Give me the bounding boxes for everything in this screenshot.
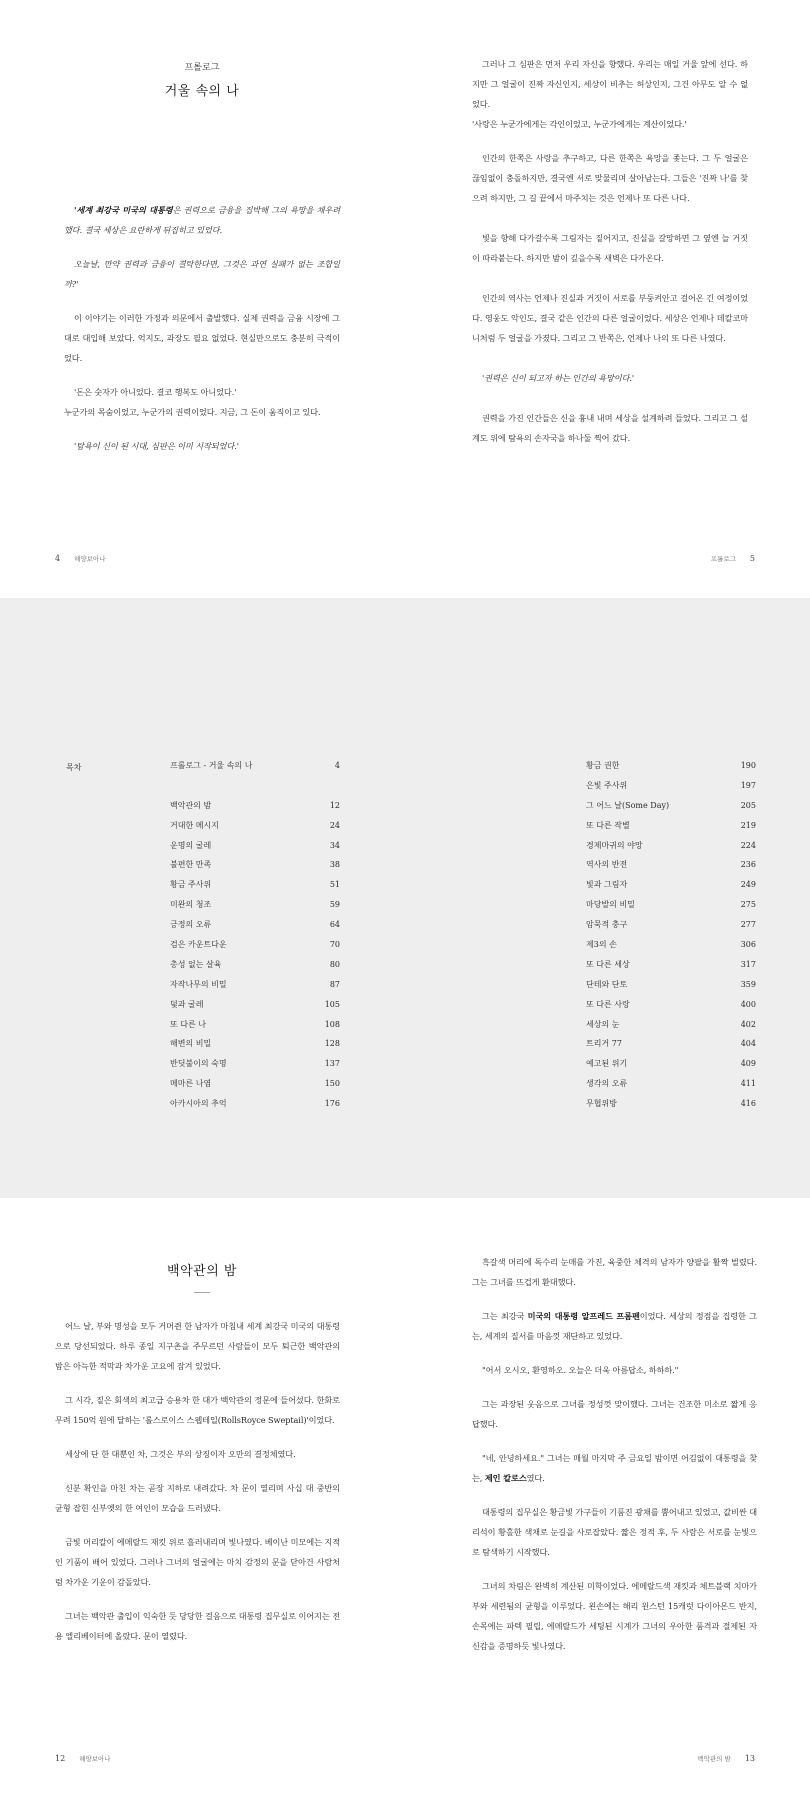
- toc-title: 불편한 만족: [170, 860, 212, 870]
- toc-row[interactable]: [170, 855, 340, 875]
- paragraph: 권력을 가진 인간들은 신을 흉내 내며 세상을 설계하려 들었다. 그리고 그 설계도 위에 탐욕의 손자국을 하나둘 찍어 갔다.: [472, 413, 748, 443]
- paragraph: [64, 200, 340, 240]
- paragraph: 그녀는 백악관 출입이 익숙한 듯 당당한 걸음으로 대통령 집무실로 이어지는 전용 엘리베이터에 올랐다. 문이 열렸다.: [55, 1611, 340, 1641]
- toc-row[interactable]: [170, 1034, 340, 1054]
- toc-page: 150: [324, 1079, 340, 1089]
- running-head: 프롤로그: [710, 555, 736, 563]
- toc-title: 미완의 청조: [170, 900, 212, 910]
- running-head: 해양보아나: [79, 1755, 111, 1763]
- toc-row[interactable]: [170, 836, 340, 856]
- title-rule: [194, 1292, 210, 1293]
- toc-row[interactable]: [586, 1054, 756, 1074]
- toc-page: 59: [329, 900, 340, 910]
- toc-title: 황금 권한: [586, 761, 620, 770]
- toc-row[interactable]: [170, 1054, 340, 1074]
- left-page-body: [64, 200, 340, 470]
- toc-row[interactable]: [586, 756, 756, 776]
- toc-row[interactable]: [586, 915, 756, 935]
- toc-page: 317: [740, 959, 756, 969]
- toc-row[interactable]: [586, 855, 756, 875]
- paragraph: 그 시각, 짙은 회색의 최고급 승용차 한 대가 백악관의 정문에 들어섰다. 한화로 무려 150억 원에 달하는 '롤스로이스 스웹테일(RollsRoyce Sweptail)'이었다.: [55, 1395, 340, 1425]
- toc-row[interactable]: [586, 836, 756, 856]
- toc-page: 105: [324, 999, 340, 1009]
- chapter-label: 프롤로그: [184, 63, 220, 73]
- toc-title: 긍정의 오류: [170, 920, 212, 930]
- paragraph: 인간의 한쪽은 사랑을 추구하고, 다른 한쪽은 욕망을 좇는다. 그 두 얼굴은 끊임없이 충돌하지만, 결국엔 서로 맞물리며 살아남는다. 그들은 '진짜 나'를 찾으려 하지만, 그 길 끝에서 마주치는 것은 언제나 또 다른 나다.: [472, 153, 748, 203]
- toc-row[interactable]: [586, 875, 756, 895]
- toc-title: 역사의 반전: [586, 860, 628, 870]
- toc-title: 암묵적 충구: [586, 920, 628, 930]
- right-folio: [683, 1754, 755, 1763]
- toc-row[interactable]: [170, 875, 340, 895]
- right-page-body: [472, 1252, 757, 1670]
- paragraph: 오늘날, 만약 권력과 금융이 결탁한다면, 그것은 과연 실패가 없는 조합일까?': [64, 259, 340, 289]
- paragraph-text: "네, 안녕하세요." 그녀는 매월 마지막 주 금요일 밤이면 어김없이 대통령을 찾는,: [472, 1453, 757, 1483]
- paragraph: 그녀의 차림은 완벽히 계산된 미학이었다. 에메랄드색 재킷과 체트블랙 치마가 부와 세련됨의 균형을 이루었다. 왼손에는 해리 윈스턴 15캐럿 다이아몬드 반지, 손목에는 파텍 필립, 에메랄드가 세팅된 시계가 그녀의 우아한 품격과 절제된 자신감을 증명하듯 빛나였다.: [472, 1581, 757, 1651]
- toc-page: 108: [324, 1019, 340, 1029]
- toc-title: 마당발의 비밀: [586, 900, 635, 910]
- toc-page: 411: [740, 1079, 756, 1089]
- toc-spread: [0, 598, 810, 1198]
- toc-title: 예고된 위기: [586, 1059, 628, 1069]
- toc-title: 메마른 나염: [170, 1079, 212, 1089]
- toc-title: 자작나무의 비밀: [170, 979, 227, 989]
- toc-title: 제3의 손: [586, 940, 617, 950]
- toc-title: 또 다른 세상: [586, 959, 630, 969]
- paragraph: 그러나 그 심판은 먼저 우리 자신을 향했다. 우리는 매일 거울 앞에 선다. 하지만 그 얼굴이 진짜 자신인지, 세상이 비추는 허상인지, 그건 아무도 알 수 없었다. '사랑은 누군가에게는 각인이었고, 누군가에게는 계산이었다.': [472, 59, 748, 129]
- toc-title: 백악관의 밤: [170, 800, 212, 810]
- toc-title: 총성 없는 살육: [170, 959, 222, 969]
- toc-page: 277: [740, 920, 756, 930]
- toc-title: 거대한 메시지: [170, 820, 219, 830]
- toc-row[interactable]: [170, 935, 340, 955]
- toc-page: 224: [740, 840, 756, 850]
- toc-page: 197: [740, 780, 756, 790]
- toc-title: 무협위방: [586, 1099, 617, 1109]
- toc-page: 70: [329, 940, 340, 950]
- toc-page: 24: [329, 820, 340, 830]
- toc-row[interactable]: [170, 955, 340, 975]
- toc-page: 249: [740, 880, 756, 890]
- left-page-body: [55, 1316, 340, 1660]
- toc-row[interactable]: [586, 895, 756, 915]
- paragraph: "어서 오시오, 환영하오. 오늘은 더욱 아름답소, 하하하.": [482, 1365, 679, 1375]
- paragraph: '권력은 신이 되고자 하는 인간의 욕망이다.': [482, 373, 635, 383]
- paragraph: 신분 확인을 마친 차는 곧장 지하로 내려갔다. 차 문이 열리며 사십 대 중반의 균형 잡힌 신부엣의 한 여인이 모습을 드러냈다.: [55, 1483, 340, 1513]
- toc-row[interactable]: [170, 1074, 340, 1094]
- toc-row[interactable]: [170, 796, 340, 816]
- toc-page: 80: [329, 959, 340, 969]
- paragraph: '탐욕이 신이 된 시대, 심판은 이미 시작되었다.': [74, 441, 239, 451]
- bold-phrase: '세계 최강국 미국의 대통령: [74, 205, 173, 215]
- page-number: 13: [744, 1754, 755, 1763]
- paragraph: [472, 1306, 757, 1346]
- toc-row[interactable]: [170, 975, 340, 995]
- toc-page: 306: [740, 940, 756, 950]
- toc-page: 137: [324, 1059, 340, 1069]
- toc-title: 반딧불이의 숙명: [170, 1059, 227, 1069]
- toc-page: 416: [740, 1099, 756, 1109]
- paragraph: 세상에 단 한 대뿐인 차, 그것은 부의 상징이자 오만의 결정체였다.: [65, 1449, 296, 1459]
- toc-page: 4: [334, 761, 340, 770]
- toc-title: 프롤로그 - 거울 속의 나: [170, 761, 253, 770]
- toc-page: 409: [740, 1059, 756, 1069]
- toc-title: 황금 주사위: [170, 880, 212, 890]
- toc-title: 그 어느 날(Some Day): [586, 800, 670, 810]
- right-page-body: [472, 54, 748, 462]
- toc-page: 219: [740, 820, 756, 830]
- toc-page: 12: [329, 800, 340, 810]
- toc-title: 세상의 눈: [586, 1019, 620, 1029]
- paragraph: 금빛 머리칼이 에메랄드 재킷 위로 흘러내리며 빛나였다. 베이난 미모에는 지적인 기품이 배어 있었다. 그러나 그녀의 얼굴에는 마치 감정의 문을 닫아건 사람처럼 차가운 기운이 감돌았다.: [55, 1537, 340, 1587]
- toc-title: 생각의 오류: [586, 1079, 628, 1089]
- paragraph: 인간의 역사는 언제나 진실과 거짓이 서로를 부둥켜안고 걸어온 긴 여정이었다. 영웅도 악인도, 결국 같은 인간의 다른 얼굴이었다. 세상은 언제나 데칼코마니처럼 두 얼굴을 가졌다. 그리고 그 반쪽은, 언제나 나의 또 다른 나였다.: [472, 293, 748, 343]
- paragraph-text: 그는 최강국: [482, 1311, 528, 1321]
- paragraph: 빛을 향해 다가갈수록 그림자는 짙어지고, 진실을 갈망하면 그 옆엔 늘 거짓이 따라붙는다. 하지만 밤이 깊을수록 새벽은 다가온다.: [472, 233, 748, 263]
- toc-page: 275: [740, 900, 756, 910]
- toc-row[interactable]: [586, 975, 756, 995]
- chapter-title: 백악관의 밤: [167, 1264, 237, 1279]
- toc-page: 236: [740, 860, 756, 870]
- toc-row[interactable]: [586, 776, 756, 796]
- toc-row[interactable]: [586, 935, 756, 955]
- toc-row[interactable]: [170, 816, 340, 836]
- page-number: 4: [55, 554, 61, 563]
- toc-left-column: [170, 756, 340, 1114]
- toc-page: 400: [740, 999, 756, 1009]
- toc-label: 목차: [66, 763, 82, 772]
- paragraph: 어느 날, 부와 명성을 모두 거머쥔 한 남자가 마침내 세계 최강국 미국의 대통령으로 당선되었다. 하루 종일 지구촌을 주무르던 사람들이 모두 퇴근한 백악관의 밤은 아늑한 적막과 차가운 고요에 잠겨 있었다.: [55, 1321, 340, 1371]
- paragraph-text: 이었다. 세상의 정점을 집령한 그는, 세계의 질서를 마음껏 재단하고 있었다.: [472, 1311, 757, 1341]
- chapter-one-spread: [0, 1198, 810, 1798]
- right-folio: [697, 554, 755, 563]
- toc-page: 38: [329, 860, 340, 870]
- paragraph-text: 였다.: [526, 1473, 545, 1483]
- toc-row[interactable]: [170, 756, 340, 776]
- toc-page: 205: [740, 800, 756, 810]
- toc-page: 87: [329, 979, 340, 989]
- paragraph: 이 이야기는 이러한 가정과 의문에서 출발했다. 실제 권력을 금융 시장에 그대로 대입해 보았다. 억지도, 과장도 필요 없었다. 현실만으로도 충분히 극적이었다.: [64, 313, 340, 363]
- toc-title: 아카시아의 추억: [170, 1099, 227, 1109]
- toc-title: 또 다른 나: [170, 1019, 206, 1029]
- toc-title: 트리거 77: [586, 1039, 622, 1049]
- toc-right-column: [586, 756, 756, 1114]
- toc-title: 경제마귀의 야망: [586, 840, 643, 850]
- toc-title: 덫과 굴레: [170, 999, 204, 1009]
- toc-title: 은빛 주사위: [586, 780, 628, 790]
- running-head: 해양보아나: [74, 555, 106, 563]
- toc-title: 운명의 굴레: [170, 840, 212, 850]
- paragraph: 흑갈색 머리에 독수리 눈매를 가진, 육중한 체격의 남자가 양팔을 활짝 벌렸다. 그는 그녀를 뜨겁게 환대했다.: [472, 1257, 757, 1287]
- toc-page: 51: [329, 880, 340, 890]
- toc-row[interactable]: [170, 1015, 340, 1035]
- toc-row[interactable]: [170, 895, 340, 915]
- running-head: 백악관의 밤: [697, 1755, 731, 1763]
- toc-row[interactable]: [586, 995, 756, 1015]
- paragraph: 그는 과장된 웃음으로 그녀를 정성껏 맞이했다. 그녀는 건조한 미소로 짧게 응답했다.: [472, 1399, 757, 1429]
- toc-page: 190: [740, 761, 756, 770]
- toc-row[interactable]: [170, 915, 340, 935]
- toc-row[interactable]: [586, 796, 756, 816]
- toc-row[interactable]: [586, 1074, 756, 1094]
- toc-page: 128: [324, 1039, 340, 1049]
- paragraph: [472, 1448, 757, 1488]
- toc-title: 단테와 단토: [586, 979, 628, 989]
- toc-row[interactable]: [586, 816, 756, 836]
- toc-title: 해변의 비밀: [170, 1039, 212, 1049]
- toc-page: 64: [329, 920, 340, 930]
- left-folio: [55, 554, 120, 563]
- toc-page: 359: [740, 979, 756, 989]
- paragraph-text: 은 권력으로 금융을 집박해 그의 욕망을 채우려 했다. 결국 세상은 요란하게 뒤집히고 있었다.: [64, 205, 340, 235]
- page-number: 12: [55, 1754, 66, 1763]
- toc-row[interactable]: [170, 995, 340, 1015]
- toc-row[interactable]: [586, 955, 756, 975]
- chapter-title: 거울 속의 나: [164, 84, 240, 99]
- toc-row[interactable]: [170, 1094, 340, 1114]
- toc-page: 404: [740, 1039, 756, 1049]
- toc-page: 402: [740, 1019, 756, 1029]
- toc-row[interactable]: [586, 1015, 756, 1035]
- toc-title: 또 다른 작별: [586, 820, 630, 830]
- toc-page: 34: [329, 840, 340, 850]
- bold-phrase: 제인 칼로스: [484, 1473, 527, 1483]
- toc-title: 검은 카운트다운: [170, 940, 227, 950]
- toc-title: 또 다른 사랑: [586, 999, 630, 1009]
- prologue-spread: [0, 0, 810, 598]
- left-folio: [55, 1754, 125, 1763]
- toc-row[interactable]: [586, 1034, 756, 1054]
- toc-row[interactable]: [586, 1094, 756, 1114]
- toc-page: 176: [324, 1099, 340, 1109]
- paragraph: '돈은 숫자가 아니었다. 결코 행복도 아니었다.' 누군가의 목숨이었고, 누군가의 권력이었다. 지금, 그 돈이 움직이고 있다.: [64, 387, 321, 417]
- paragraph: 대통령의 집무실은 황금빛 가구들이 기품진 광채를 뿜어내고 있었고, 값비싼 대리석이 황홀한 색채로 눈길을 사로잡았다. 짧은 정적 후, 두 사람은 서로를 눈빛으로 탐색하기 시작했다.: [472, 1507, 757, 1557]
- page-number: 5: [749, 554, 755, 563]
- toc-title: 빛과 그림자: [586, 880, 628, 890]
- bold-phrase: 미국의 대통령 알프레드 프롬펜: [527, 1311, 640, 1321]
